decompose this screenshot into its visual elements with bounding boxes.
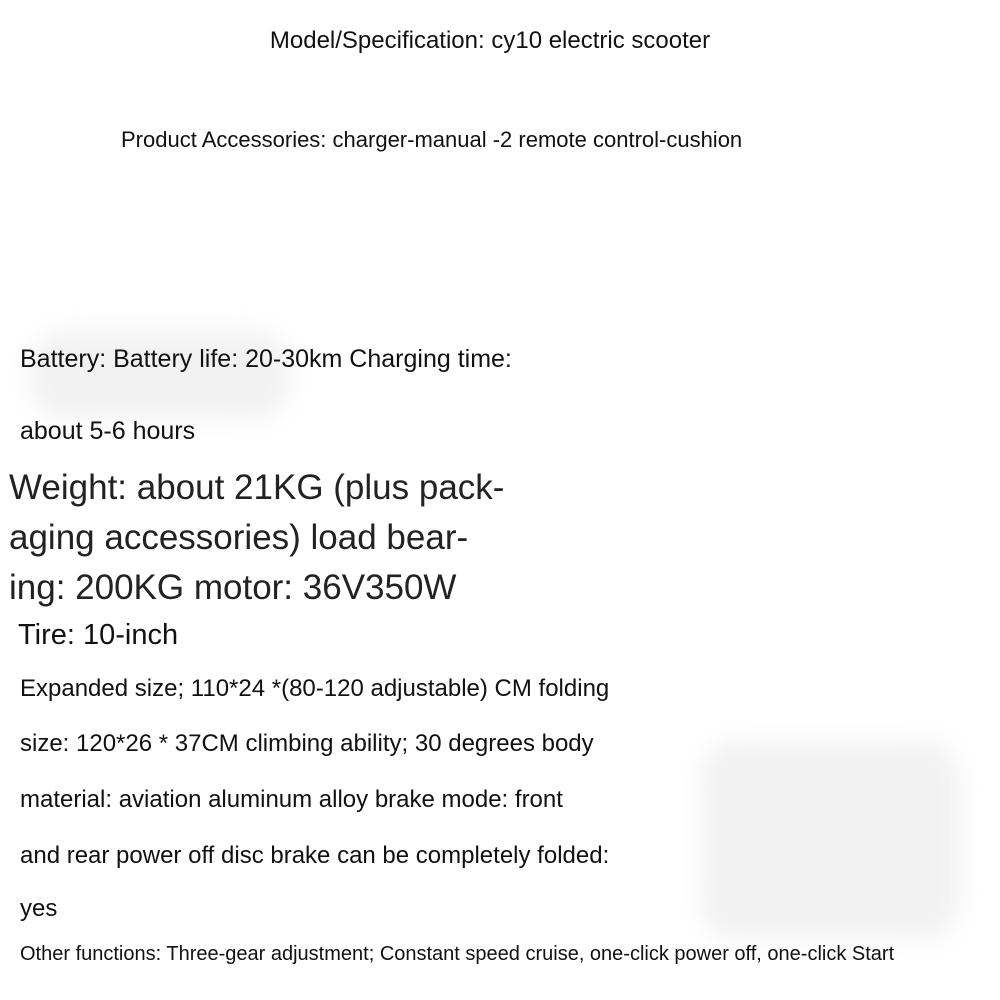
accessories-text: Product Accessories: charger-manual -2 remote control-cushion [121, 127, 743, 152]
battery-text-line-2: about 5-6 hours [20, 417, 196, 445]
weight-text-line-1: Weight: about 21KG (plus pack- [9, 468, 505, 507]
faint-background-mark [30, 330, 290, 420]
spec-text-line-3: material: aviation aluminum alloy brake mode: front [20, 786, 563, 813]
battery-text-line-1: Battery: Battery life: 20-30km Charging time: [20, 345, 512, 373]
spec-text-line-1: Expanded size; 110*24 *(80-120 adjustable) CM folding [20, 675, 610, 702]
tire-text: Tire: 10-inch [18, 619, 179, 651]
weight-text-line-2: aging accessories) load bear- [9, 518, 469, 557]
spec-text-line-5: yes [20, 895, 58, 922]
spec-text-line-4: and rear power off disc brake can be completely folded: [20, 842, 610, 869]
faint-background-mark [700, 740, 960, 940]
spec-text-line-2: size: 120*26 * 37CM climbing ability; 30 degrees body [20, 730, 594, 757]
weight-text-line-3: ing: 200KG motor: 36V350W [9, 568, 457, 607]
other-functions-text: Other functions: Three-gear adjustment; Constant speed cruise, one-click power off, one-click Start [20, 943, 895, 965]
page-title: Model/Specification: cy10 electric scooter [269, 27, 711, 54]
